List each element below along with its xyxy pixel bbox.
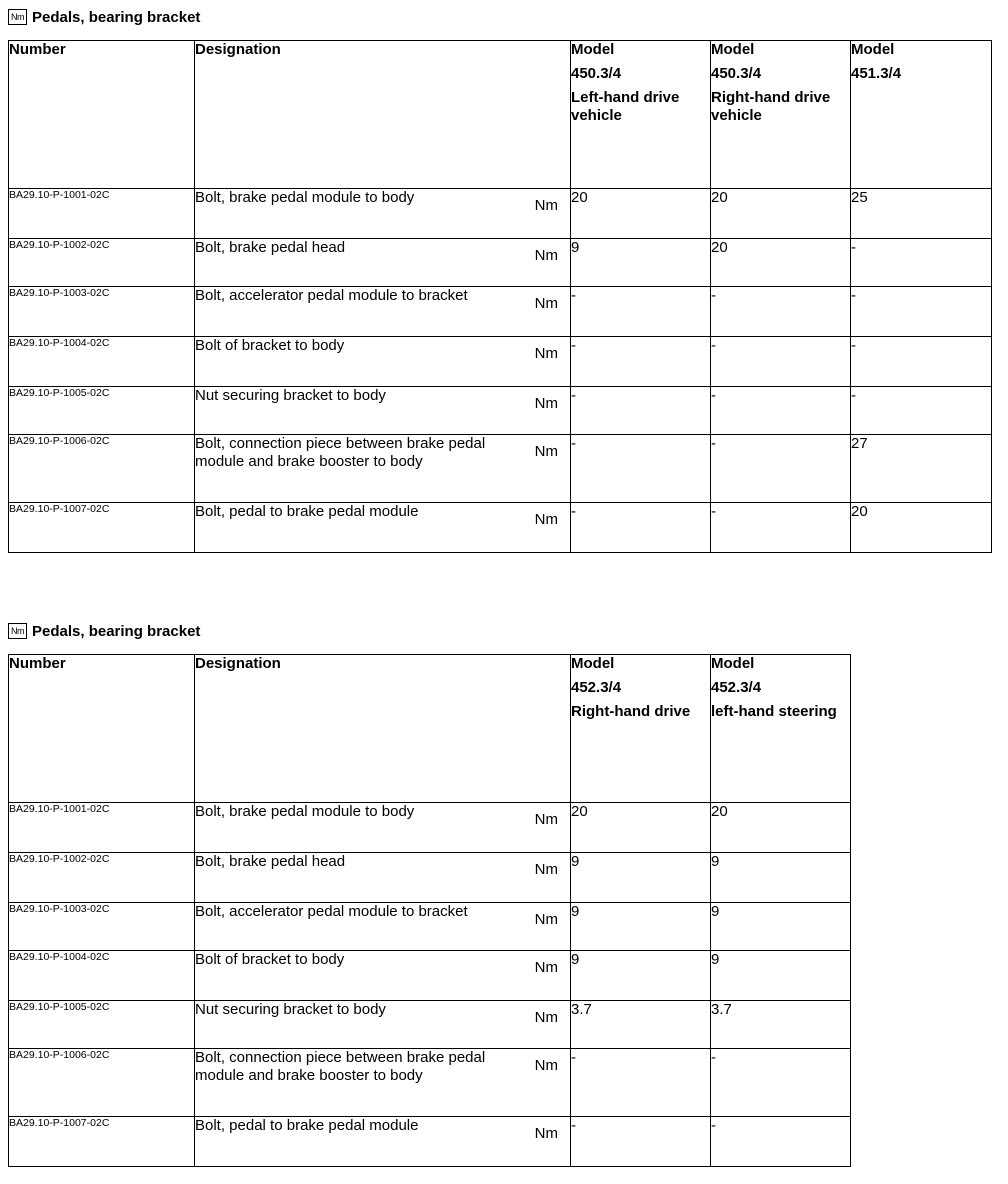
row-value: - (711, 337, 851, 387)
torque-table-2 (8, 654, 851, 1167)
row-value: 3.7 (711, 1001, 851, 1049)
header-number: Number (9, 41, 195, 189)
row-number: BA29.10-P-1007-02C (9, 503, 195, 553)
unit-label: Nm (534, 295, 558, 312)
row-designation: Bolt, accelerator pedal module to bracket Nm (195, 903, 571, 951)
torque-nm-icon: Nm (8, 623, 27, 639)
row-number: BA29.10-P-1002-02C (9, 239, 195, 287)
row-designation: Bolt of bracket to body Nm (195, 337, 571, 387)
row-value: 20 (571, 803, 711, 853)
row-value: 20 (851, 503, 992, 553)
header-model-2: Model 452.3/4 left-hand steering (711, 655, 851, 803)
header-designation: Designation (195, 655, 571, 803)
unit-label: Nm (534, 197, 558, 214)
row-value: - (711, 1049, 851, 1117)
row-designation: Bolt, connection piece between brake pedal module and brake booster to body Nm (195, 435, 571, 503)
row-number: BA29.10-P-1006-02C (9, 1049, 195, 1117)
row-value: - (851, 239, 992, 287)
header-model-1: Model 452.3/4 Right-hand drive (571, 655, 711, 803)
section-1-heading (8, 7, 200, 27)
table-row (9, 239, 992, 287)
table-row (9, 435, 992, 503)
header-model-2: Model 450.3/4 Right-hand drive vehicle (711, 41, 851, 189)
row-value: - (711, 387, 851, 435)
unit-label: Nm (534, 861, 558, 878)
table-row (9, 503, 992, 553)
row-number: BA29.10-P-1003-02C (9, 903, 195, 951)
table-header-row (9, 41, 992, 189)
table-row (9, 951, 851, 1001)
row-value: - (851, 337, 992, 387)
row-designation: Bolt, accelerator pedal module to bracket Nm (195, 287, 571, 337)
unit-label: Nm (534, 911, 558, 928)
unit-label: Nm (534, 443, 558, 460)
row-value: - (571, 287, 711, 337)
row-designation: Bolt, pedal to brake pedal module Nm (195, 1117, 571, 1167)
row-value: - (571, 1117, 711, 1167)
row-value: 3.7 (571, 1001, 711, 1049)
row-designation: Bolt of bracket to body Nm (195, 951, 571, 1001)
torque-table-1 (8, 40, 992, 553)
unit-label: Nm (534, 345, 558, 362)
table-row (9, 287, 992, 337)
row-value: 20 (571, 189, 711, 239)
row-number: BA29.10-P-1001-02C (9, 189, 195, 239)
table-row (9, 853, 851, 903)
row-value: - (851, 287, 992, 337)
row-number: BA29.10-P-1007-02C (9, 1117, 195, 1167)
table-row (9, 903, 851, 951)
row-designation: Nut securing bracket to body Nm (195, 1001, 571, 1049)
row-designation: Bolt, brake pedal module to body Nm (195, 189, 571, 239)
row-number: BA29.10-P-1005-02C (9, 387, 195, 435)
row-value: 9 (711, 853, 851, 903)
row-value: - (711, 1117, 851, 1167)
table-row (9, 189, 992, 239)
row-value: 9 (711, 903, 851, 951)
table-row (9, 1117, 851, 1167)
row-number: BA29.10-P-1002-02C (9, 853, 195, 903)
row-number: BA29.10-P-1003-02C (9, 287, 195, 337)
unit-label: Nm (534, 1125, 558, 1142)
row-value: 9 (571, 239, 711, 287)
row-value: 27 (851, 435, 992, 503)
row-value: - (571, 1049, 711, 1117)
row-designation: Bolt, brake pedal module to body Nm (195, 803, 571, 853)
row-number: BA29.10-P-1004-02C (9, 951, 195, 1001)
row-designation: Bolt, connection piece between brake pedal module and brake booster to body Nm (195, 1049, 571, 1117)
section-2-heading (8, 621, 200, 641)
row-value: 9 (571, 853, 711, 903)
section-2-title: Pedals, bearing bracket (32, 622, 201, 640)
row-number: BA29.10-P-1001-02C (9, 803, 195, 853)
row-value: - (711, 435, 851, 503)
row-value: - (711, 503, 851, 553)
row-value: - (711, 287, 851, 337)
row-value: 9 (571, 903, 711, 951)
row-value: 20 (711, 189, 851, 239)
unit-label: Nm (534, 1057, 558, 1074)
header-number: Number (9, 655, 195, 803)
row-value: - (571, 387, 711, 435)
unit-label: Nm (534, 811, 558, 828)
table-row (9, 387, 992, 435)
row-value: 9 (711, 951, 851, 1001)
row-number: BA29.10-P-1004-02C (9, 337, 195, 387)
row-value: - (571, 337, 711, 387)
table-row (9, 1001, 851, 1049)
row-designation: Bolt, pedal to brake pedal module Nm (195, 503, 571, 553)
row-value: - (571, 503, 711, 553)
unit-label: Nm (534, 395, 558, 412)
row-value: - (851, 387, 992, 435)
header-model-1: Model 450.3/4 Left-hand drive vehicle (571, 41, 711, 189)
header-designation: Designation (195, 41, 571, 189)
row-value: 9 (571, 951, 711, 1001)
row-value: 20 (711, 239, 851, 287)
row-value: - (571, 435, 711, 503)
row-value: 25 (851, 189, 992, 239)
unit-label: Nm (534, 959, 558, 976)
row-number: BA29.10-P-1005-02C (9, 1001, 195, 1049)
row-designation: Bolt, brake pedal head Nm (195, 853, 571, 903)
table-header-row (9, 655, 851, 803)
unit-label: Nm (534, 511, 558, 528)
table-row (9, 337, 992, 387)
row-designation: Nut securing bracket to body Nm (195, 387, 571, 435)
torque-nm-icon: Nm (8, 9, 27, 25)
table-row (9, 1049, 851, 1117)
section-1-title: Pedals, bearing bracket (32, 8, 201, 26)
header-model-3: Model 451.3/4 (851, 41, 992, 189)
table-row (9, 803, 851, 853)
unit-label: Nm (534, 1009, 558, 1026)
row-number: BA29.10-P-1006-02C (9, 435, 195, 503)
unit-label: Nm (534, 247, 558, 264)
row-designation: Bolt, brake pedal head Nm (195, 239, 571, 287)
row-value: 20 (711, 803, 851, 853)
